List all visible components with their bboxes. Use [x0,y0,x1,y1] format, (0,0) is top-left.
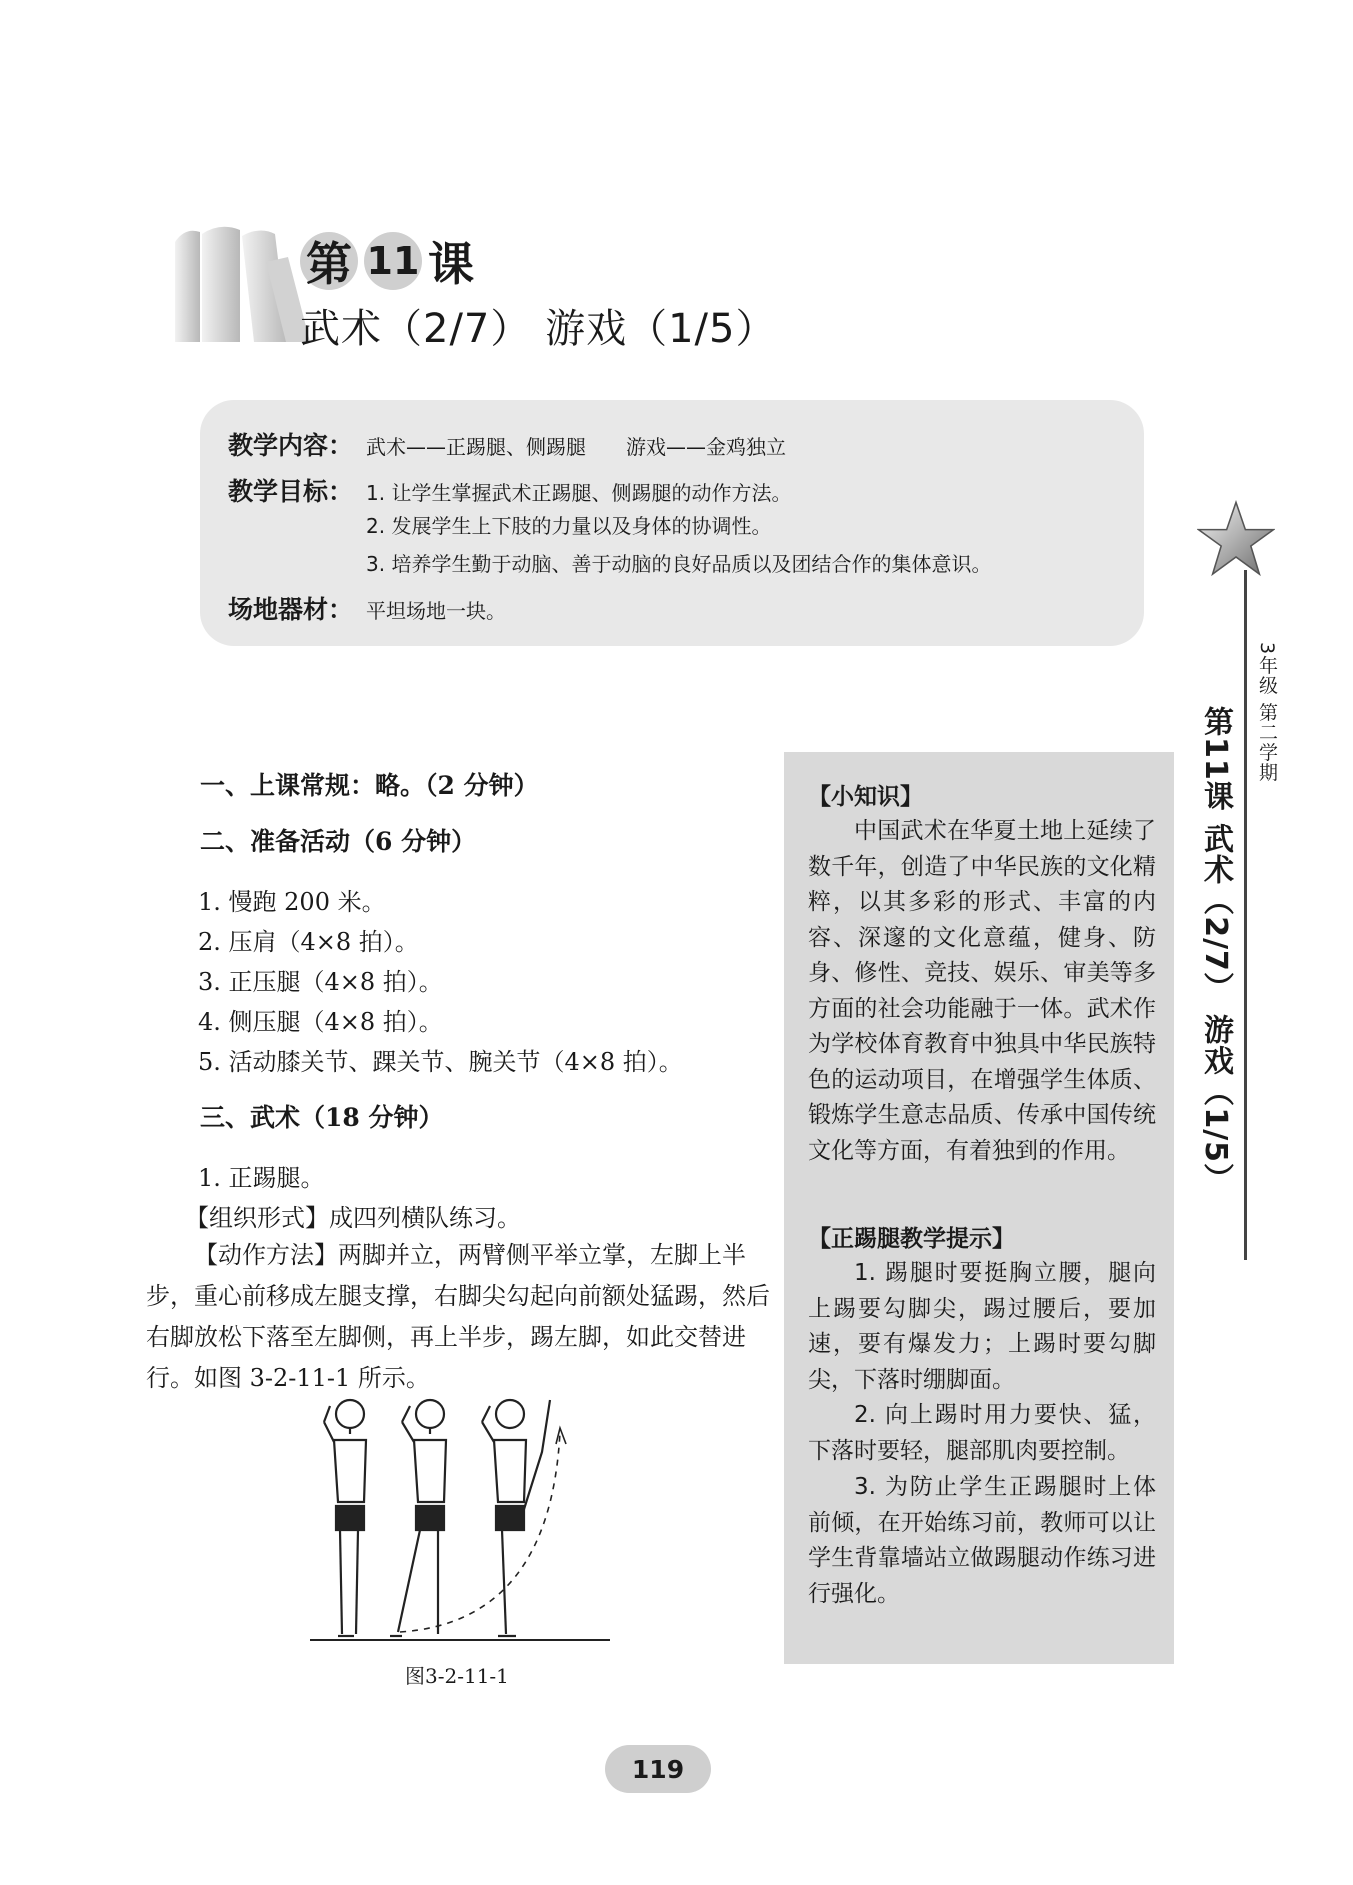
lesson-suffix: 课 [428,237,474,291]
tips-sidebar [784,752,1174,1664]
figure-standing [324,1400,366,1636]
goal-3: 3. 培养学生勤于动脑、善于动脑的良好品质以及团结合作的集体意识。 [366,552,992,576]
goal-label: 教学目标： [228,477,354,506]
books-icon [170,222,320,347]
star-icon [1197,500,1275,578]
lesson-number: 11 [364,232,422,290]
knowledge-text: 中国武术在华夏土地上延续了数千年，创造了中华民族的文化精粹，以其多彩的形式、丰富的内容、深邃的文化意蕴，健身、防身、修性、竞技、娱乐、审美等多方面的社会功能融于一体。武术作为学校体育教育中独具中华民族特色的运动项目，在增强学生体质、锻炼学生意志品质、传承中国传统文化等方面，有着独到的作用。 [808,818,1156,1164]
goal-row [228,472,791,508]
section-wushu: 三、武术（18 分钟） [200,1103,444,1132]
venue-label: 场地器材： [228,595,354,624]
content-value: 武术——正踢腿、侧踢腿 游戏——金鸡独立 [366,435,786,459]
knowledge-title: 【小知识】 [808,784,923,810]
section-warmup: 二、准备活动（6 分钟） [200,827,477,856]
warmup-item: 1. 慢跑 200 米。 [198,888,386,916]
lesson-prefix: 第 [300,232,358,290]
tip-item: 3. 为防止学生正踢腿时上体前倾，在开始练习前，教师可以让学生背靠墙站立做踢腿动作练习进行强化。 [808,1474,1156,1607]
rail-lesson-label: 第11课 武术（2/7） 游戏（1/5） [1198,706,1233,1195]
page-number: 119 [605,1745,711,1793]
goal-1: 1. 让学生掌握武术正踢腿、侧踢腿的动作方法。 [366,481,792,505]
tip-item: 1. 踢腿时要挺胸立腰，腿向上踢要勾脚尖，踢过腰后，要加速，要有爆发力；上踢时要勾脚尖，下落时绷脚面。 [808,1260,1156,1393]
org-form: 【组织形式】成四列横队练习。 [185,1204,521,1232]
lesson-subtitle: 武术（2/7） 游戏（1/5） [300,306,777,352]
lesson-title [300,228,474,294]
warmup-item: 3. 正压腿（4×8 拍）。 [198,968,443,996]
rail-divider [1244,570,1247,1260]
tip-item: 2. 向上踢时用力要快、猛，下落时要轻，腿部肌肉要控制。 [808,1402,1156,1464]
warmup-item: 4. 侧压腿（4×8 拍）。 [198,1008,443,1036]
figure-step [390,1400,446,1636]
tips-title: 【正踢腿教学提示】 [808,1226,1015,1252]
goal-2: 2. 发展学生上下肢的力量以及身体的协调性。 [366,514,772,538]
warmup-item: 5. 活动膝关节、踝关节、腕关节（4×8 拍）。 [198,1048,683,1076]
warmup-item: 2. 压肩（4×8 拍）。 [198,928,419,956]
content-label: 教学内容： [228,431,354,460]
venue-row [228,590,506,626]
kick-illustration [310,1392,630,1654]
action-method: 【动作方法】两脚并立，两臂侧平举立掌，左脚上半步，重心前移成左腿支撑，右脚尖勾起向前额处猛踢，然后右脚放松下落至左脚侧，再上半步，踢左脚，如此交替进行。如图 3-2-11-1 所示。 [146,1241,770,1392]
lesson-summary-box [200,400,1144,646]
figure-caption: 图3-2-11-1 [405,1664,509,1688]
venue-value: 平坦场地一块。 [366,599,506,623]
wushu-item: 1. 正踢腿。 [198,1164,325,1192]
content-row [228,426,786,462]
section-routine: 一、上课常规：略。（2 分钟） [200,771,539,800]
grade-label: 3年级 第二学期 [1256,642,1278,783]
